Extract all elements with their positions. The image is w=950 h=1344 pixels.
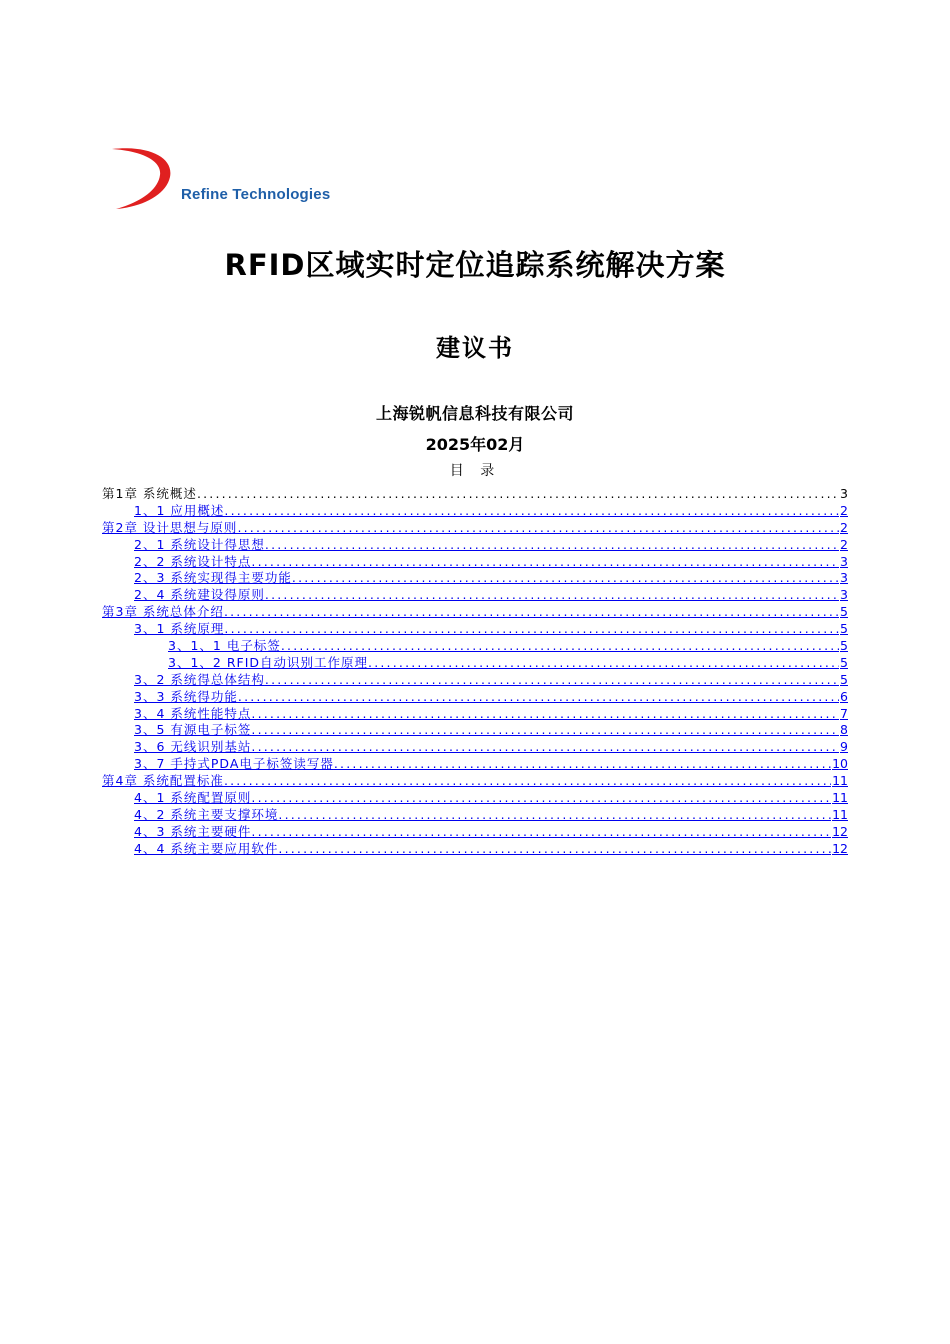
toc-entry-page: 11 [832,806,848,822]
toc-entry[interactable] [102,739,848,756]
toc-entry-page: 5 [840,604,848,620]
toc-entry-label: 第2章 设计思想与原则 [102,519,238,535]
toc-entry-page: 5 [840,638,848,654]
toc-entry[interactable] [102,655,848,672]
toc-entry-page: 10 [832,756,848,772]
toc-dot-leader [334,756,831,773]
toc-dot-leader [251,722,839,739]
toc-entry [102,486,848,503]
toc-dot-leader [265,537,839,554]
toc-entry[interactable] [102,807,848,824]
toc-entry-label: 第4章 系统配置标准 [102,773,224,789]
toc-entry-label: 3、3 系统得功能 [134,688,238,704]
toc-entry-page: 11 [832,773,848,789]
logo-swoosh-icon [108,143,188,215]
toc-entry[interactable] [102,841,848,858]
toc-entry-label: 2、3 系统实现得主要功能 [134,570,292,586]
toc-entry[interactable] [102,773,848,790]
toc-entry[interactable] [102,554,848,571]
toc-entry[interactable] [102,722,848,739]
toc-entry-label: 2、1 系统设计得思想 [134,536,265,552]
toc-entry-page: 3 [840,553,848,569]
toc-dot-leader [251,554,839,571]
toc-entry-label: 4、4 系统主要应用软件 [134,840,279,856]
toc-entry-label: 4、1 系统配置原则 [134,790,252,806]
toc-entry-page: 2 [840,502,848,518]
toc-entry[interactable] [102,587,848,604]
company-name: 上海锐帆信息科技有限公司 [375,404,574,423]
toc-entry-label: 3、7 手持式PDA电子标签读写器 [134,756,334,772]
toc-dot-leader [224,773,831,790]
company-logo [108,143,368,215]
toc-entry[interactable] [102,706,848,723]
toc-entry-label: 第1章 系统概述 [102,486,197,501]
toc-entry-page: 8 [840,722,848,738]
document-date: 2025年02月 [425,435,525,454]
document-subtitle: 建议书 [436,334,514,362]
toc-entry-page: 12 [832,840,848,856]
toc-dot-leader [197,486,839,503]
toc-entry-page: 7 [840,705,848,721]
toc-entry-page: 5 [840,654,848,670]
toc-entry-page: 6 [840,688,848,704]
toc-entry-label: 3、2 系统得总体结构 [134,671,265,687]
toc-dot-leader [265,587,839,604]
toc-entry[interactable] [102,570,848,587]
toc-entry-label: 3、4 系统性能特点 [134,705,252,721]
toc-entry[interactable] [102,520,848,537]
toc-entry-page: 2 [840,519,848,535]
toc-dot-leader [237,520,839,537]
toc-dot-leader [224,604,839,621]
toc-entry-label: 第3章 系统总体介绍 [102,604,224,620]
toc-entry-label: 2、4 系统建设得原则 [134,587,265,603]
toc-dot-leader [251,739,839,756]
toc-entry[interactable] [102,604,848,621]
toc-entry-label: 3、6 无线识别基站 [134,739,252,755]
toc-heading: 目 录 [449,463,501,479]
toc-entry-page: 11 [832,790,848,806]
toc-entry-page: 5 [840,621,848,637]
toc-entry[interactable] [102,638,848,655]
toc-entry-page: 5 [840,671,848,687]
toc-dot-leader [238,689,839,706]
toc-dot-leader [251,706,839,723]
toc-entry-label: 3、1、1 电子标签 [168,638,281,654]
toc-entry[interactable] [102,756,848,773]
toc-dot-leader [224,503,839,520]
toc-entry-label: 3、1、2 RFID自动识别工作原理 [168,654,369,670]
toc-entry[interactable] [102,621,848,638]
toc-dot-leader [278,807,831,824]
document-title: RFID区域实时定位追踪系统解决方案 [224,248,726,282]
toc-dot-leader [292,570,839,587]
toc-entry[interactable] [102,790,848,807]
toc-entry-page: 12 [832,823,848,839]
toc-entry-label: 4、3 系统主要硬件 [134,823,252,839]
table-of-contents [102,486,848,858]
toc-entry[interactable] [102,689,848,706]
toc-dot-leader [224,621,839,638]
toc-entry-page: 2 [840,536,848,552]
toc-entry-page: 3 [840,486,848,501]
toc-entry[interactable] [102,537,848,554]
toc-entry[interactable] [102,824,848,841]
toc-entry-label: 4、2 系统主要支撑环境 [134,806,279,822]
toc-entry-label: 3、5 有源电子标签 [134,722,252,738]
toc-dot-leader [281,638,839,655]
toc-dot-leader [368,655,839,672]
toc-entry-label: 3、1 系统原理 [134,621,225,637]
toc-dot-leader [265,672,839,689]
toc-entry[interactable] [102,503,848,520]
toc-dot-leader [278,841,831,858]
toc-dot-leader [251,790,831,807]
toc-entry-label: 1、1 应用概述 [134,502,225,518]
logo-wordmark: Refine Technologies [181,186,331,203]
toc-entry-page: 3 [840,587,848,603]
toc-entry-page: 3 [840,570,848,586]
toc-dot-leader [251,824,831,841]
toc-entry[interactable] [102,672,848,689]
toc-entry-label: 2、2 系统设计特点 [134,553,252,569]
toc-entry-page: 9 [840,739,848,755]
